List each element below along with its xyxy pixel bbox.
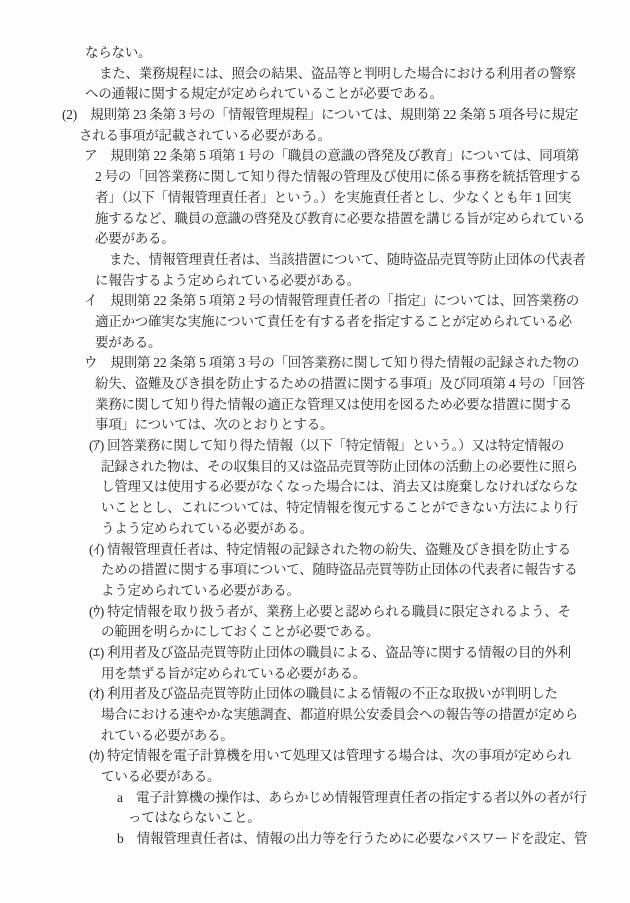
text-line: 必要がある。 [95,231,175,247]
text-line: いこととし、これについては、特定情報を復元することができない方法により行 [101,500,578,516]
text-line: への通報に関する規定が定められていることが必要である。 [85,86,443,102]
text-line: れている必要がある。 [101,727,234,743]
text-line: また、業務規程には、照会の結果、盗品等と判明した場合における利用者の警察 [99,65,576,81]
text-line: ア 規則第 22 条第 5 項第 1 号の「職員の意識の啓発及び教育」については、同項第 [84,148,579,164]
text-line: 用を禁ずる旨が定められている必要がある。 [101,665,366,681]
text-line: (ｶ) 特定情報を電子計算機を用いて処理又は管理する場合は、次の事項が定められ [89,748,571,764]
text-line: また、情報管理責任者は、当該措置について、随時盗品売買等防止団体の代表者 [109,251,586,267]
text-line: (ｳ) 特定情報を取り扱う者が、業務上必要と認められる職員に限定されるよう、そ [89,603,571,619]
text-line: 業務に関して知り得た情報の適正な管理又は使用を図るため必要な措置に関する [95,396,572,412]
text-line: (ｵ) 利用者及び盗品売買等防止団体の職員による情報の不正な取扱いが判明した [89,686,558,702]
text-line: に報告するよう定められている必要がある。 [95,272,360,288]
text-line: 事項」については、次のとおりとする。 [95,417,334,433]
text-line: ている必要がある。 [101,769,221,785]
text-line: 2 号の「回答業務に関して知り得た情報の管理及び使用に係る事務を統括管理する [95,169,582,185]
text-line: し管理又は使用する必要がなくなった場合には、消去又は廃棄しなければならな [101,479,578,495]
text-line: イ 規則第 22 条第 5 項第 2 号の情報管理責任者の「指定」については、回答業務の [84,293,579,309]
text-line: 施するなど、職員の意識の啓発及び教育に必要な措置を講じる旨が定められている [95,210,586,226]
text-line: 場合における速やかな実態調査、都道府県公安委員会への報告等の措置が定めら [101,707,578,722]
text-line: (ｱ) 回答業務に関して知り得た情報（以下「特定情報」という。）又は特定情報の [89,438,565,454]
text-line: (2) 規則第 23 条第 3 号の「情報管理規程」については、規則第 22 条第 5 項各号に規定 [62,107,578,123]
text-line: (ｴ) 利用者及び盗品売買等防止団体の職員による、盗品等に関する情報の目的外利 [89,644,571,660]
text-line: ってはならないこと。 [128,810,261,826]
text-line: よう定められている必要がある。 [101,582,300,598]
document-text-block [0,43,630,850]
text-line: (ｲ) 情報管理責任者は、特定情報の記録された物の紛失、盗難及びき損を防止する [89,541,571,557]
text-line: b 情報管理責任者は、情報の出力等を行うために必要なパスワードを設定、管 [117,831,588,847]
text-line: 記録された物は、その収集目的又は盗品売買等防止団体の活動上の必要性に照ら [101,458,578,474]
text-line: される事項が記載されている必要がある。 [79,127,331,143]
text-line: 要がある。 [95,334,162,350]
text-line: うよう定められている必要がある。 [101,520,313,536]
text-line: ウ 規則第 22 条第 5 項第 3 号の「回答業務に関して知り得た情報の記録された物の [84,355,580,371]
text-line: ための措置に関する事項について、随時盗品売買等防止団体の代表者に報告する [101,562,578,578]
text-line: 適正かつ確実な実施について責任を有する者を指定することが定められている必 [95,313,572,329]
text-line: a 電子計算機の操作は、あらかじめ情報管理責任者の指定する者以外の者が行 [117,789,587,805]
text-line: 紛失、盗難及びき損を防止するための措置に関する事項」及び同項第 4 号の「回答 [95,376,585,391]
text-line: ならない。 [85,45,152,60]
text-line: の範囲を明らかにしておくことが必要である。 [101,624,380,640]
text-line: 者」（以下「情報管理責任者」という。）を実施責任者とし、少なくとも年 1 回実 [95,189,572,205]
